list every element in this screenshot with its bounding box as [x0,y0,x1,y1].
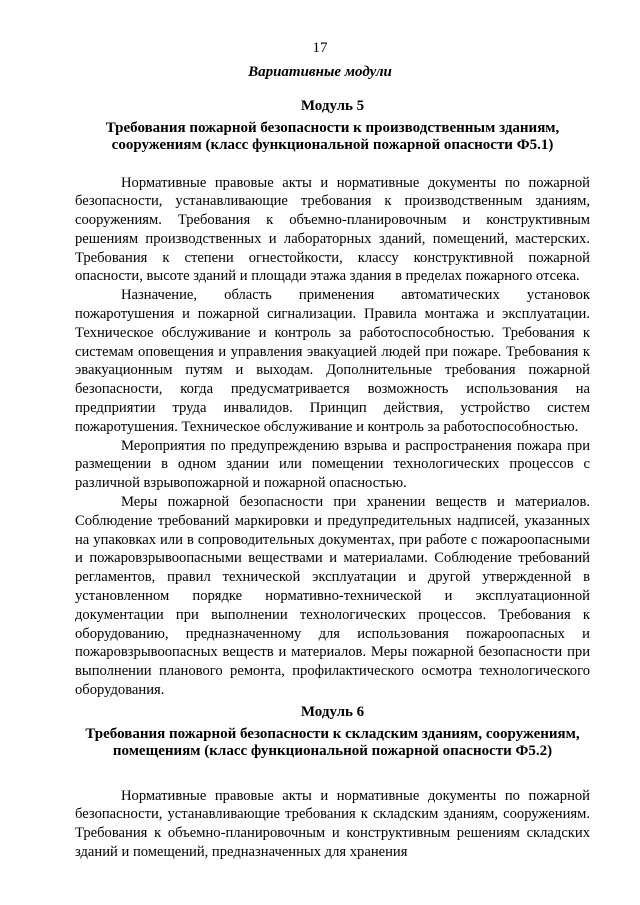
module-6-subtitle-line-2: помещениям (класс функциональной пожарной опасности Ф5.2) [112,743,553,759]
module-6-section [75,704,590,862]
section-title: Вариативные модули [248,64,392,80]
module-5-body [75,174,590,700]
module-5-heading: Модуль 5 [300,98,365,114]
module-5-subtitle [75,120,590,155]
module-5-paragraph-4: Меры пожарной безопасности при хранении веществ и материалов. Соблюдение требований маркировки и предупредительных надписей, указанных на упаковках или в сопроводительных документах, при работе с пожароопасными и пожаровзрывоопасными веществами и материалами. Соблюдение требований регламентов, правил технической эксплуатации и другой утвержденной в установленном порядке нормативно-технической и эксплуатационной документации при выполнении технологических процессов. Требования к оборудованию, предназначенному для использования пожароопасных и пожаровзрывоопасных веществ и материалов. Меры пожарной безопасности при выполнении планового ремонта, профилактического осмотра технологического оборудования. [75,494,590,699]
module-6-subtitle-line-1: Требования пожарной безопасности к складским зданиям, сооружениям, [85,725,580,742]
page-number: 17 [312,40,328,56]
module-5-paragraph-2: Назначение, область применения автоматических установок пожаротушения и пожарной сигнализации. Правила монтажа и эксплуатации. Техническое обслуживание и контроль за работоспособностью. Требования к системам оповещения и управления эвакуацией людей при пожаре. Требования к эвакуационным путям и выходам. Дополнительные требования пожарной безопасности, когда предусматривается возможность использования на предприятии труда инвалидов. Принцип действия, устройство систем пожаротушения. Техническое обслуживание и контроль за работоспособностью. [75,287,590,435]
module-6-body [75,787,590,862]
module-6-paragraph-1: Нормативные правовые акты и нормативные документы по пожарной безопасности, устанавливающие требования к складским зданиям, сооружениям. Требования к объемно-планировочным и конструктивным решениям складских зданий и помещений, предназначенных для хранения [75,787,590,860]
module-5-subtitle-line-1: Требования пожарной безопасности к производственным зданиям, [105,119,560,136]
module-6-subtitle [75,726,590,761]
module-6-heading: Модуль 6 [300,704,365,720]
module-5-paragraph-1: Нормативные правовые акты и нормативные документы по пожарной безопасности, устанавливающие требования к производственным зданиям, сооружениям. Требования к объемно-планировочным и конструктивным решениям производственных и лабораторных зданий, помещений, мастерских. Требования к степени огнестойкости, классу конструктивной пожарной опасности, высоте зданий и площади этажа здания в пределах пожарного отсека. [75,174,590,285]
module-5-section [75,98,590,700]
module-5-paragraph-3: Мероприятия по предупреждению взрыва и распространения пожара при размещении в одном здании или помещении технологических процессов с различной взрывопожарной и пожарной опасностью. [75,437,590,492]
module-5-subtitle-line-2: сооружениям (класс функциональной пожарной опасности Ф5.1) [111,137,554,153]
